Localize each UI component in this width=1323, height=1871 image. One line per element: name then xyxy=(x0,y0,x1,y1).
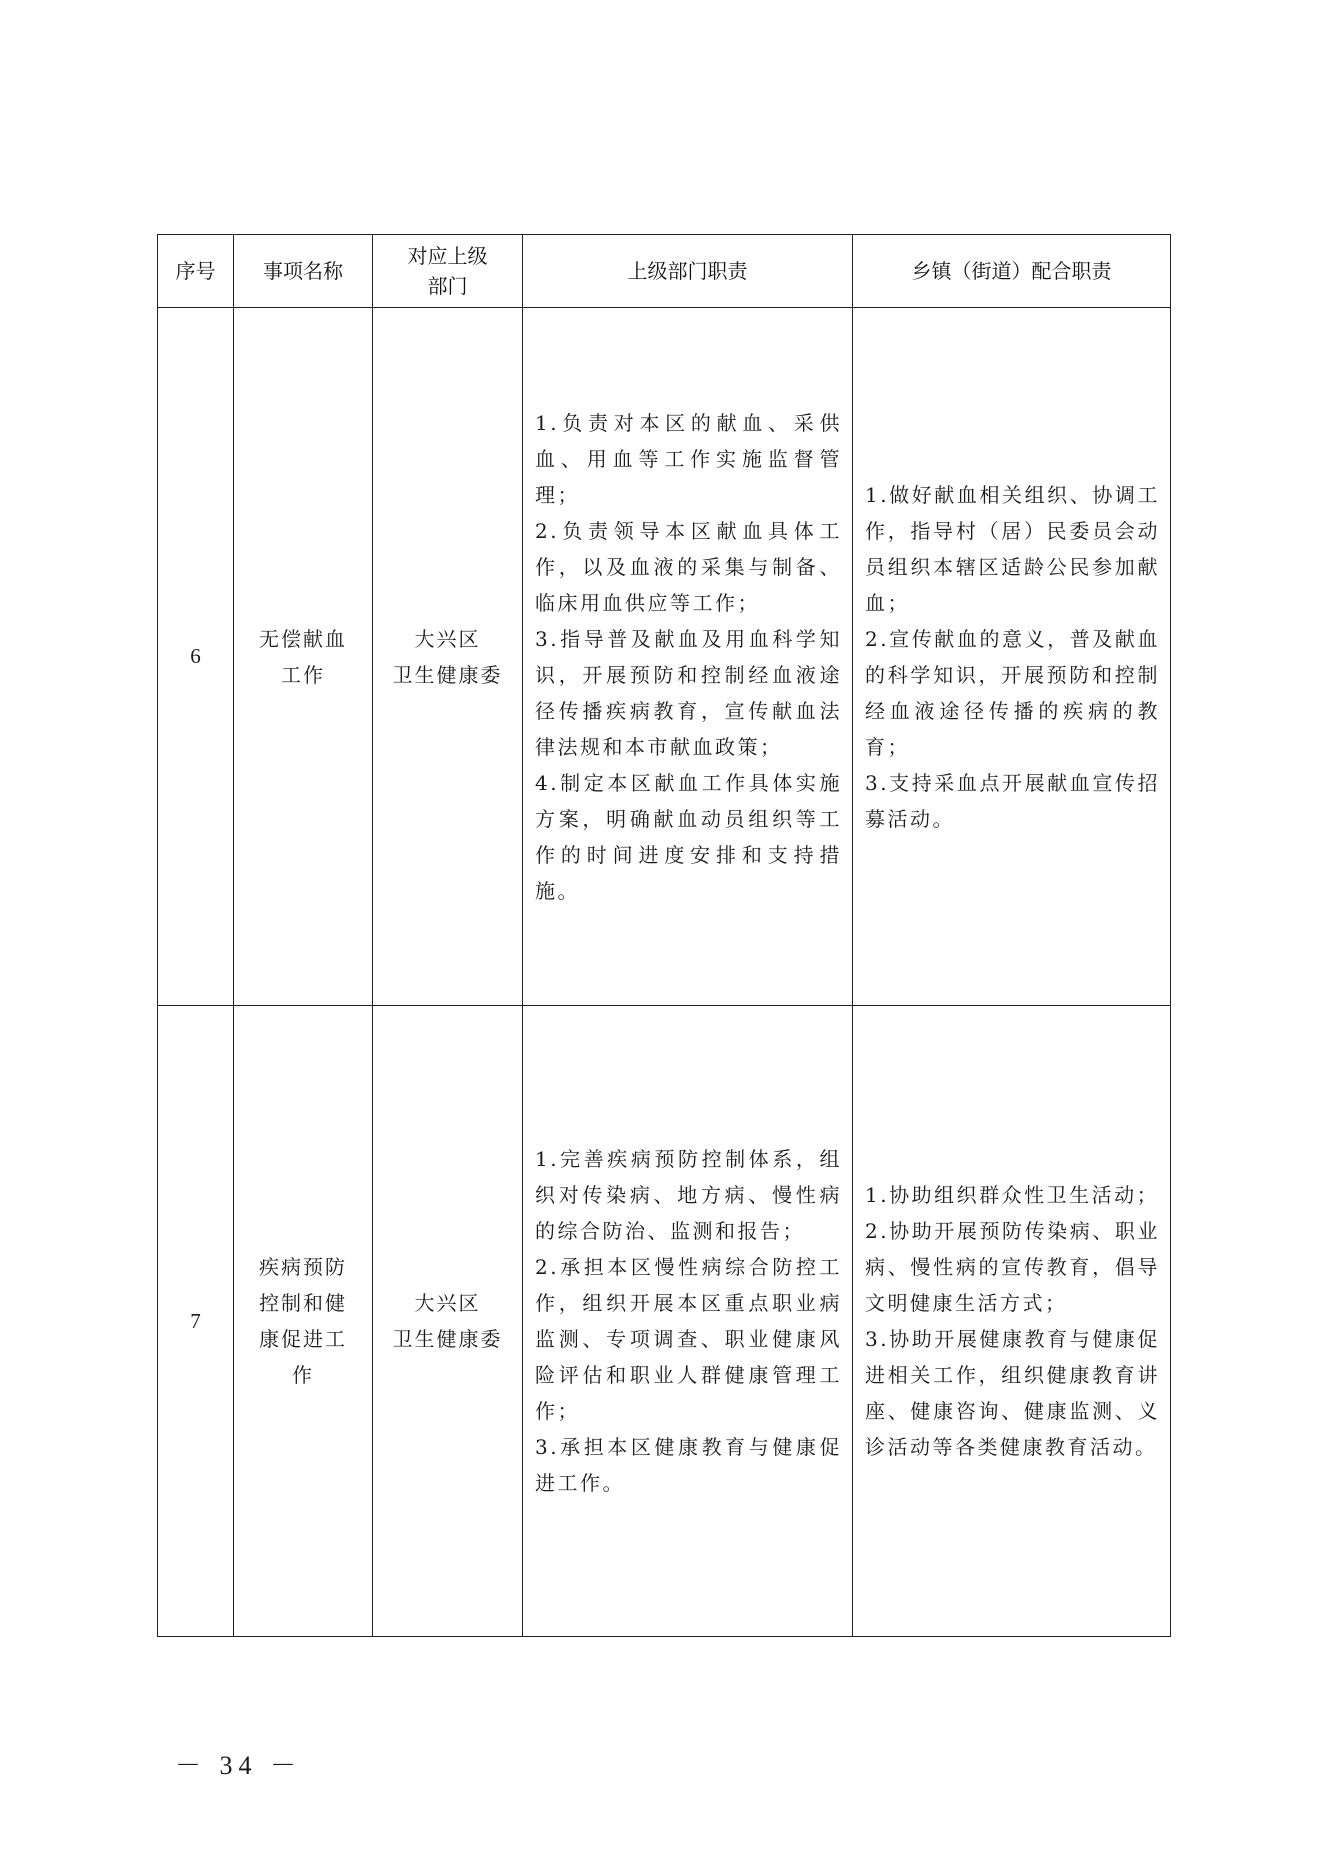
header-dept-line1: 对应上级 xyxy=(407,244,488,268)
item-name-line: 控制和健 xyxy=(259,1291,347,1315)
dept-cell xyxy=(373,1006,523,1637)
item-name-line: 作 xyxy=(292,1363,314,1387)
item-name-cell xyxy=(234,308,373,1006)
duty-item: 1.负责对本区的献血、采供血、用血等工作实施监督管理； xyxy=(535,410,842,507)
dept-line: 大兴区 xyxy=(414,626,481,651)
dept-line: 卫生健康委 xyxy=(392,662,503,687)
duty-item: 1.完善疾病预防控制体系，组织对传染病、地方病、慢性病的综合防治、监测和报告； xyxy=(535,1147,842,1243)
item-name-line: 康促进工 xyxy=(259,1327,347,1351)
item-name-line: 无偿献血 xyxy=(259,626,347,651)
item-name-line: 疾病预防 xyxy=(259,1255,347,1279)
table-row xyxy=(158,308,1171,1006)
duty-item: 2.协助开展预防传染病、职业病、慢性病的宣传教育，倡导文明健康生活方式； xyxy=(865,1219,1160,1315)
duty-item: 1.做好献血相关组织、协调工作，指导村（居）民委员会动员组织本辖区适龄公民参加献血； xyxy=(865,482,1160,615)
header-dept-line2: 部门 xyxy=(427,274,468,298)
header-upper-dept xyxy=(373,235,523,308)
item-name-line: 工作 xyxy=(281,662,325,687)
header-index: 序号 xyxy=(158,235,234,308)
header-town-duties: 乡镇（街道）配合职责 xyxy=(853,235,1171,308)
duties-table xyxy=(157,234,1171,1637)
town-duties-cell xyxy=(853,308,1171,1006)
duty-item: 3.支持采血点开展献血宣传招募活动。 xyxy=(865,770,1160,831)
duty-item: 2.承担本区慢性病综合防控工作，组织开展本区重点职业病监测、专项调查、职业健康风险评估和职业人群健康管理工作； xyxy=(535,1255,842,1423)
table-header-row xyxy=(158,235,1171,308)
duty-item: 3.指导普及献血及用血科学知识，开展预防和控制经血液途径传播疾病教育，宣传献血法律法规和本市献血政策； xyxy=(535,626,842,759)
item-name-cell xyxy=(234,1006,373,1637)
header-upper-duties: 上级部门职责 xyxy=(523,235,853,308)
page-number: － 34 － xyxy=(175,1751,303,1780)
header-item-name: 事项名称 xyxy=(234,235,373,308)
row-index: 7 xyxy=(158,1006,234,1637)
duty-item: 2.负责领导本区献血具体工作，以及血液的采集与制备、临床用血供应等工作； xyxy=(535,518,842,615)
upper-duties-cell xyxy=(523,308,853,1006)
table-row xyxy=(158,1006,1171,1637)
town-duties-cell xyxy=(853,1006,1171,1637)
upper-duties-cell xyxy=(523,1006,853,1637)
duty-item: 3.协助开展健康教育与健康促进相关工作，组织健康教育讲座、健康咨询、健康监测、义诊活动等各类健康教育活动。 xyxy=(865,1327,1160,1459)
dept-line: 卫生健康委 xyxy=(392,1327,503,1351)
dept-line: 大兴区 xyxy=(414,1291,481,1315)
duty-item: 1.协助组织群众性卫生活动； xyxy=(865,1183,1160,1207)
duty-item: 4.制定本区献血工作具体实施方案，明确献血动员组织等工作的时间进度安排和支持措施。 xyxy=(535,770,842,903)
row-index: 6 xyxy=(158,308,234,1006)
duty-item: 2.宣传献血的意义，普及献血的科学知识，开展预防和控制经血液途径传播的疾病的教育； xyxy=(865,626,1160,759)
dept-cell xyxy=(373,308,523,1006)
duty-item: 3.承担本区健康教育与健康促进工作。 xyxy=(535,1435,842,1495)
